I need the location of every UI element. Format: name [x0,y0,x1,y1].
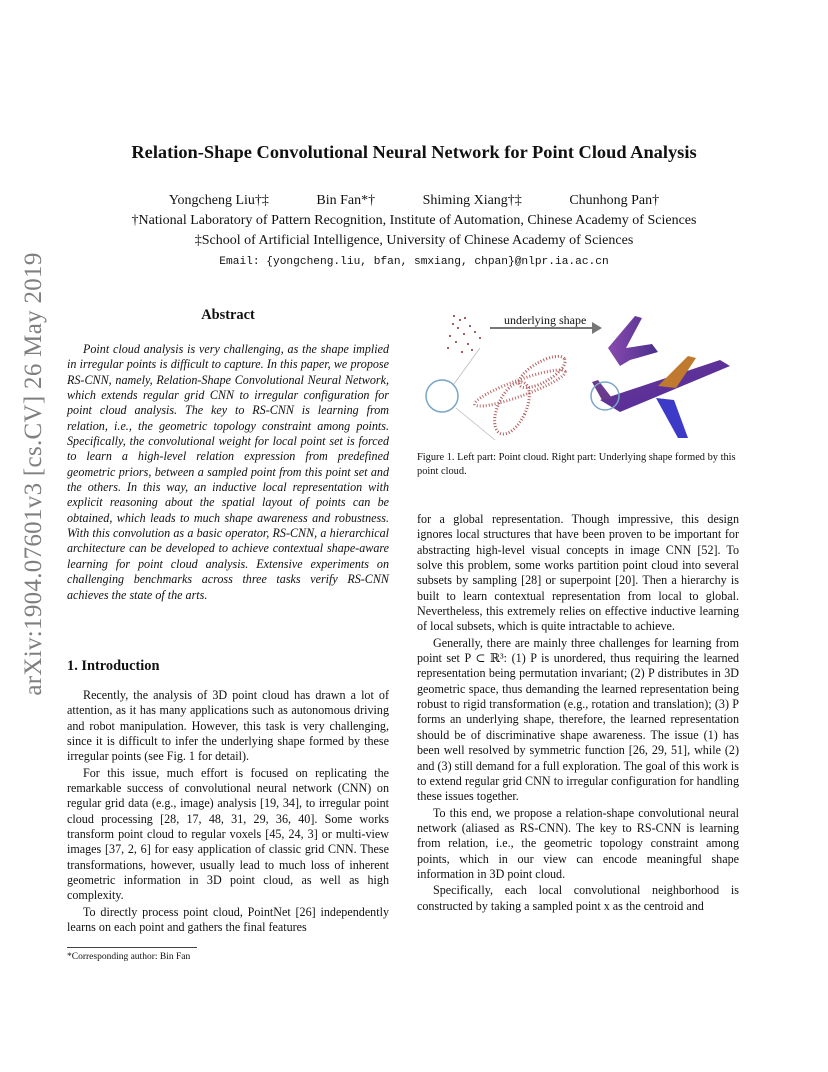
figure-1 [420,308,740,448]
author: Yongcheng Liu†‡ [168,193,269,208]
paragraph: for a global representation. Though impressive, this design ignores local structures that have been proven to be important for abstracting high-level visual concepts in image CNN [52]. To solve this problem, some works partition point cloud into several subsets by sampling [28] or superpoint [20]. Then a hierarchy is built to learn contextual representation from local to global. Nevertheless, this extremely relies on effective inductive learning of local subsets, which is quite intractable to achieve. [417,512,739,634]
author: Chunhong Pan† [569,193,660,208]
paragraph: Recently, the analysis of 3D point cloud has drawn a lot of attention, as it has many applications such as autonomous driving and robot manipulation. However, this task is very challenging, since it is difficult to infer the underlying shape formed by these irregular points (see Fig. 1 for detail). [67,688,389,764]
paragraph: To this end, we propose a relation-shape convolutional neural network (aliased as RS-CNN). The key to RS-CNN is learning from relation, i.e., the geometric topology constraint among points, which in our view can encode meaningful shape information in 3D point cloud. [417,805,739,881]
email-line: Email: {yongcheng.liu, bfan, smxiang, chpan}@nlpr.ia.ac.cn [219,256,609,268]
zoom-line [456,408,495,440]
author-list [0,193,828,209]
zoom-line [454,348,480,384]
section-heading: 1. Introduction [67,658,160,674]
arrow-head [592,322,602,334]
intro-right-column [417,512,739,915]
abstract-heading: Abstract [201,307,255,323]
paragraph: Specifically, each local convolutional neighborhood is constructed by taking a sampled point x as the centroid and [417,883,739,913]
figure-1-graphic [420,308,740,448]
abstract-text: Point cloud analysis is very challenging, as the shape implied in irregular points is difficult to capture. In this paper, we propose RS-CNN, namely, Relation-Shape Convolutional Neural Network, which extends regular grid CNN to irregular configuration for point cloud analysis. The key to RS-CNN is learning from relation, i.e., the geometric topology constraint among points. Specifically, the convolutional weight for local point set is forced to learn a high-level relation expression from predefined geometric priors, between a sampled point from this point set and the others. In this way, an inductive local representation with explicit reasoning about the spatial layout of points can be obtained, which leads to much shape awareness and robustness. With this convolution as a basic operator, RS-CNN, a hierarchical architecture can be developed to achieve contextual shape-aware learning for point cloud analysis. Extensive experiments on challenging benchmarks across three tasks verify RS-CNN achieves the state of the arts. [67,342,389,602]
paragraph: To directly process point cloud, PointNet [26] independently learns on each point and gathers the final features [67,904,389,935]
paragraph: For this issue, much effort is focused on replicating the remarkable success of convolutional neural network (CNN) on regular grid data (e.g., image) analysis [19, 34], to irregular point cloud processing [28, 17, 48, 31, 29, 36, 40]. Some works transform point cloud to regular voxels [45, 24, 3] or multi-view images [37, 2, 6] for easy application of classic grid CNN. These transformations, however, usually lead to much loss of inherent geometric information in 3D point cloud, as well as high complexity. [67,765,389,903]
author: Bin Fan*† [316,193,376,208]
figure-arrow-label: underlying shape [504,313,587,327]
affiliation: ‡School of Artificial Intelligence, University of Chinese Academy of Sciences [194,233,634,248]
affiliation: †National Laboratory of Pattern Recognition, Institute of Automation, Chinese Academy of Sciences [131,213,697,228]
footnote: *Corresponding author: Bin Fan [67,952,191,962]
zoom-circle [426,380,458,412]
plane-small [608,316,658,366]
intro-left-column [67,688,389,937]
author: Shiming Xiang†‡ [422,193,522,208]
paragraph: Generally, there are mainly three challenges for learning from point set P ⊂ ℝ³: (1) P is unordered, thus requiring the learned representation being permutation invariant; (2) P distributes in 3D geometric space, thus demanding the learned representation being robust to rigid transformation (e.g., rotation and translation); (3) P forms an underlying shape, therefore, the learned representation should be of discriminative shape awareness. The issue (1) has been well resolved by symmetric function [26, 29, 51], while (2) and (3) still demand for a full exploration. The goal of this work is to extend regular grid CNN to irregular configuration for handling these issues together. [417,635,739,804]
arxiv-stamp: arXiv:1904.07601v3 [cs.CV] 26 May 2019 [20,252,47,696]
point-cloud-small [447,315,481,353]
figure-caption: Figure 1. Left part: Point cloud. Right part: Underlying shape formed by this point cloud. [417,452,736,477]
footnote-rule [67,947,197,948]
point-cloud-airplane [472,350,569,439]
plane-large [592,356,730,438]
paper-title: Relation-Shape Convolutional Neural Network for Point Cloud Analysis [131,142,697,162]
